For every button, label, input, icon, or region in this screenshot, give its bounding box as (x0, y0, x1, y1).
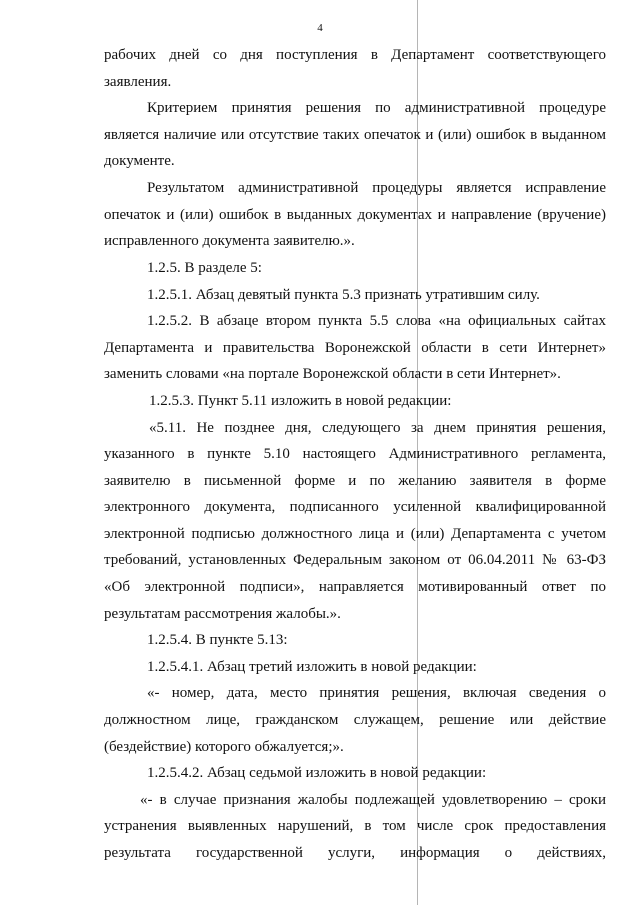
text-line: должностном лице, гражданском служащем, решение или действие (104, 712, 606, 728)
text-line: устранения выявленных нарушений, в том числе срок предоставления (104, 818, 606, 834)
text-line: рабочих дней со дня поступления в Департамент соответствующего (104, 47, 606, 63)
text-line: 1.2.5.2. В абзаце втором пункта 5.5 слова «на официальных сайтах (147, 313, 606, 329)
text-line: электронной подписью должностного лица и (или) Департамента с учетом (104, 526, 606, 542)
text-line: «- в случае признания жалобы подлежащей удовлетворению – сроки (140, 792, 606, 808)
text-line: заявителю в письменной форме и по желанию заявителя в форме (104, 473, 606, 489)
text-line: 1.2.5.4.1. Абзац третий изложить в новой редакции: (147, 659, 477, 675)
text-line: Критерием принятия решения по административной процедуре (147, 100, 606, 116)
text-line: результатам рассмотрения жалобы.». (104, 606, 341, 622)
text-line: электронного документа, подписанного усиленной квалифицированной (104, 499, 606, 515)
text-line: 1.2.5. В разделе 5: (147, 260, 262, 276)
text-line: заявления. (104, 74, 172, 90)
text-line: результата государственной услуги, информация о действиях, (104, 845, 606, 861)
text-line: исправленного документа заявителю.». (104, 233, 355, 249)
text-line: является наличие или отсутствие таких опечаток и (или) ошибок в выданном (104, 127, 606, 143)
text-line: указанного в пункте 5.10 настоящего Административного регламента, (104, 446, 606, 462)
text-line: 1.2.5.1. Абзац девятый пункта 5.3 признать утратившим силу. (147, 287, 540, 303)
text-line: 1.2.5.4.2. Абзац седьмой изложить в новой редакции: (147, 765, 487, 781)
text-line: «- номер, дата, место принятия решения, включая сведения о (147, 685, 606, 701)
text-line: заменить словами «на портале Воронежской области в сети Интернет». (104, 366, 561, 382)
text-line: требований, установленных Федеральным законом от 06.04.2011 № 63-ФЗ (104, 552, 606, 568)
text-line: «5.11. Не позднее дня, следующего за днем принятия решения, (149, 420, 606, 436)
text-line: опечаток и (или) ошибок в выданных документах и направление (вручение) (104, 207, 606, 223)
text-line: документе. (104, 153, 175, 169)
text-line: Результатом административной процедуры является исправление (147, 180, 606, 196)
text-line: 1.2.5.3. Пункт 5.11 изложить в новой редакции: (149, 393, 452, 409)
text-line: (бездействие) которого обжалуется;». (104, 739, 344, 755)
text-line: 1.2.5.4. В пункте 5.13: (147, 632, 288, 648)
page-number: 4 (317, 22, 323, 34)
text-line: «Об электронной подписи», направляется мотивированный ответ по (104, 579, 606, 595)
text-line: Департамента и правительства Воронежской области в сети Интернет» (104, 340, 606, 356)
